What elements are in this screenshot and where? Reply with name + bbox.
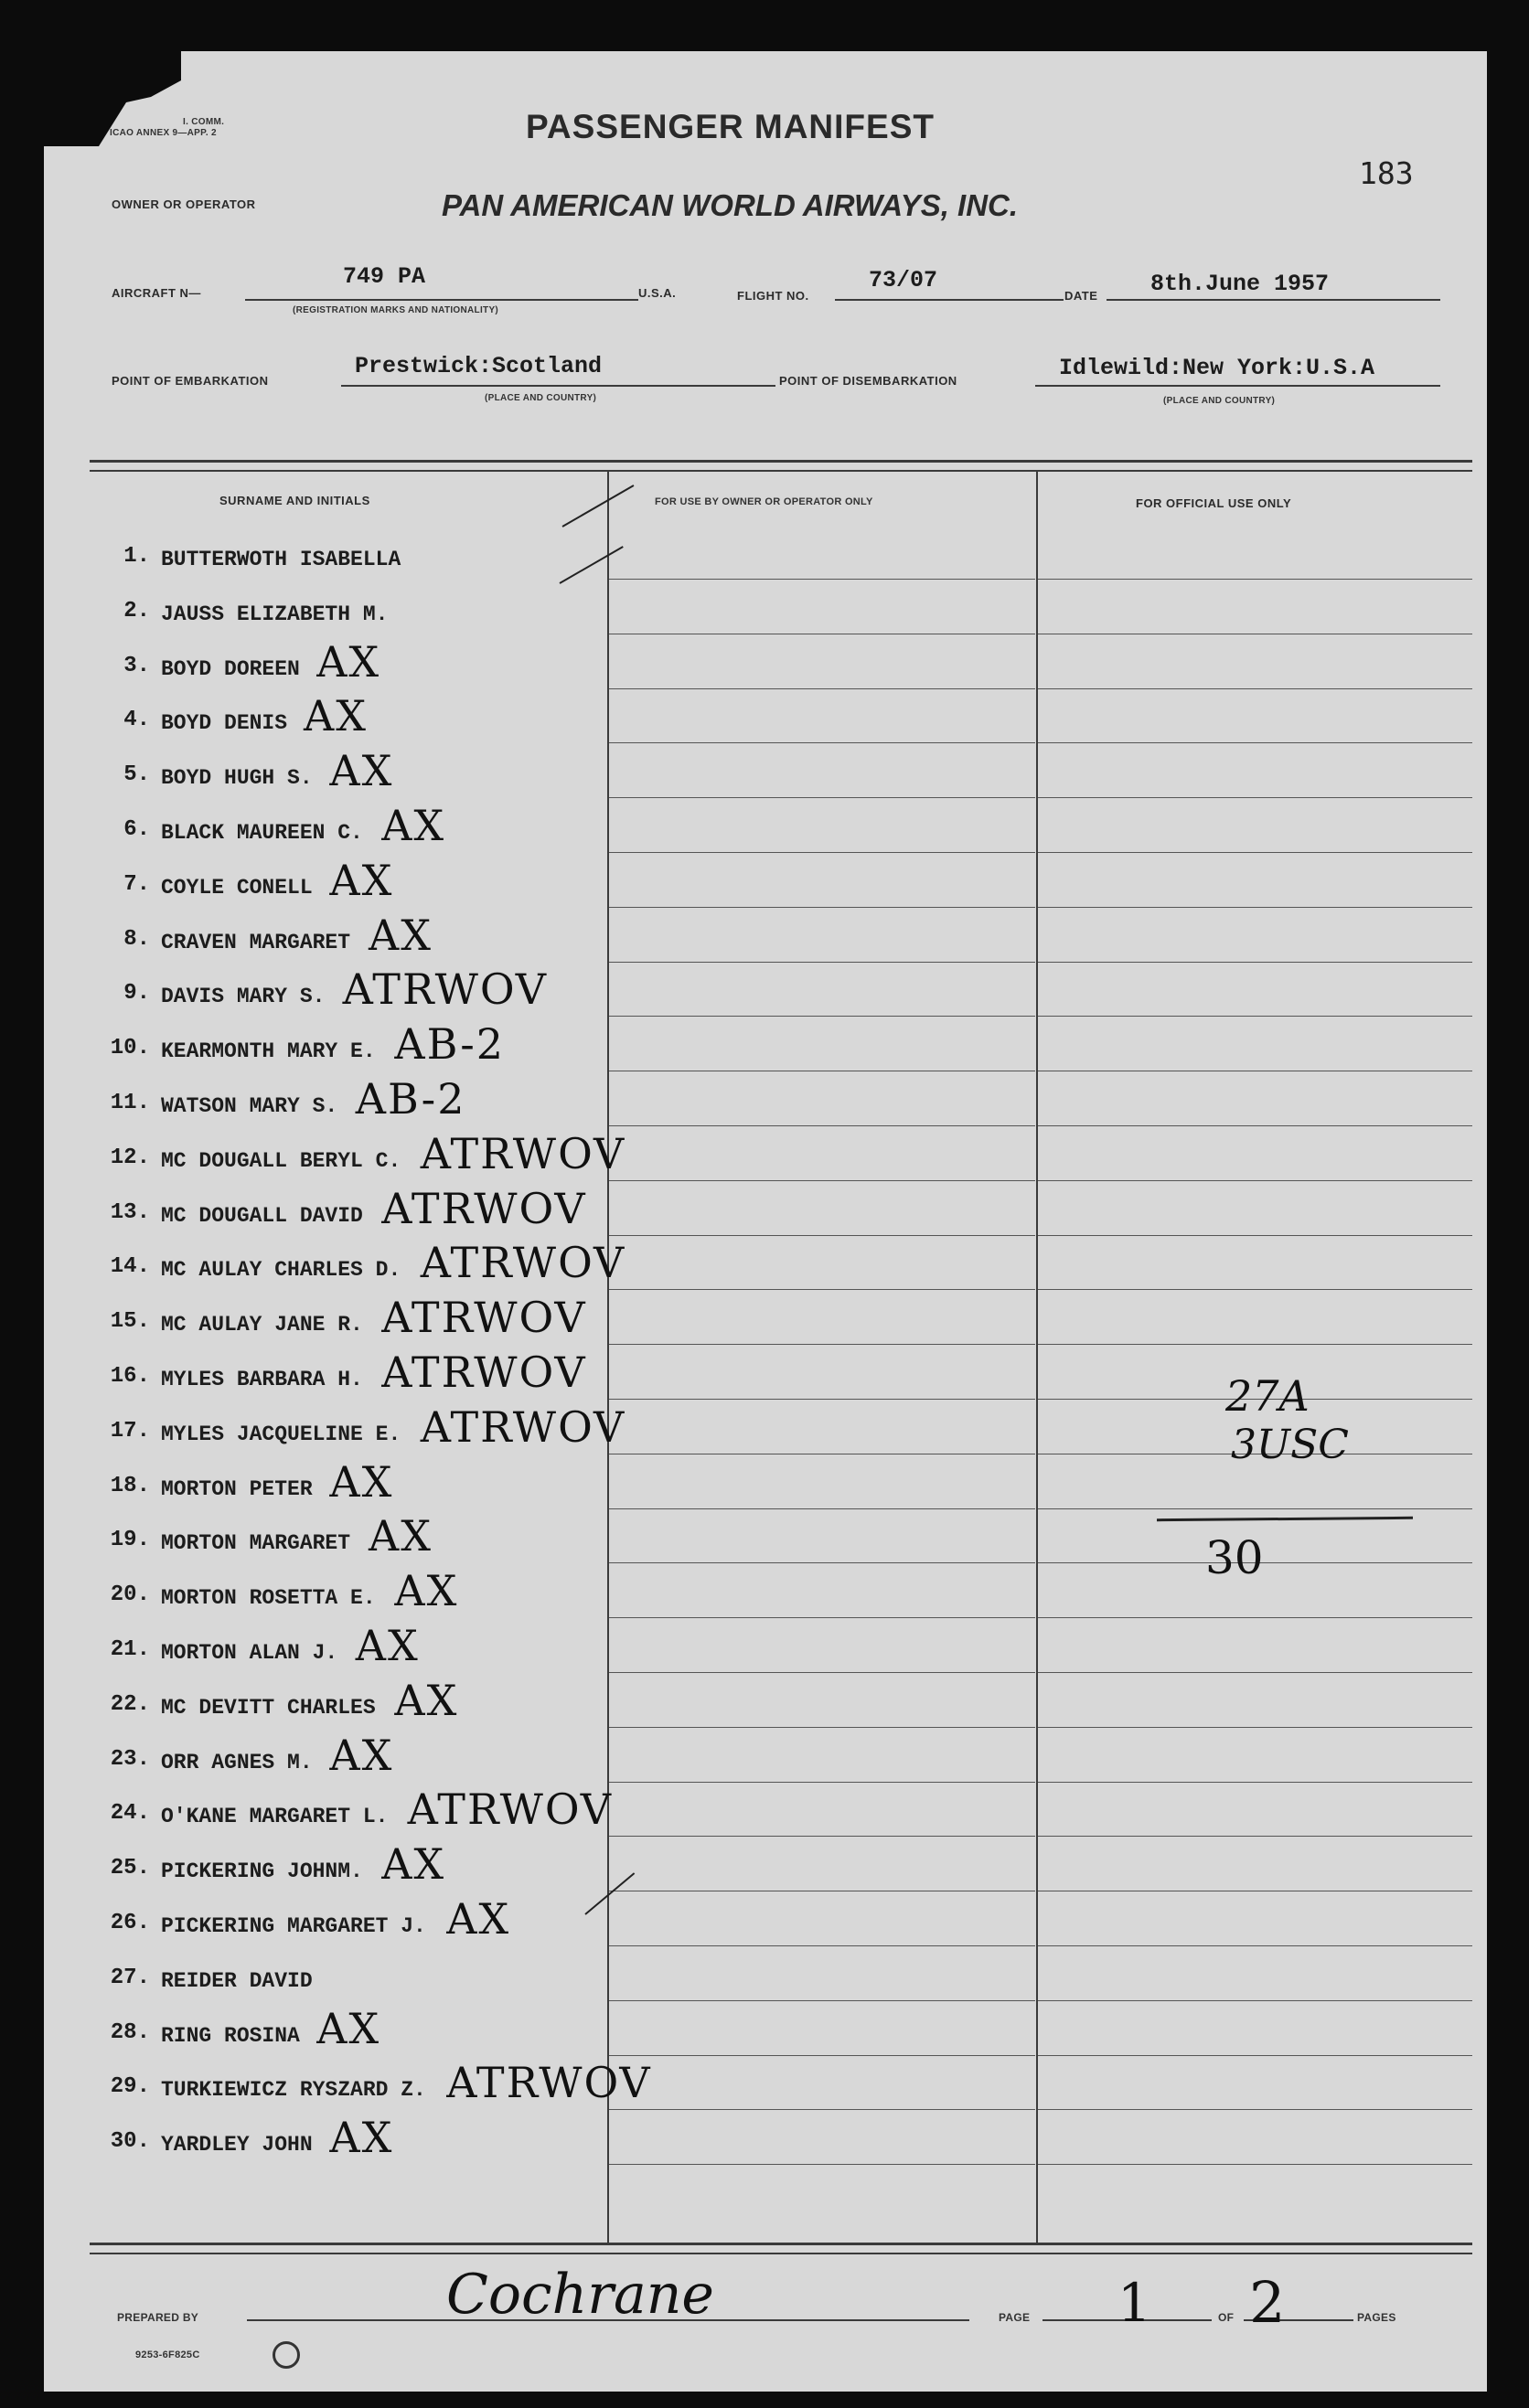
row-rule — [609, 2109, 1035, 2110]
page-label: PAGE — [999, 2311, 1031, 2324]
row-rule — [1038, 742, 1472, 743]
row-rule — [609, 1562, 1035, 1563]
handwritten-code: AB-2 — [355, 1074, 466, 1124]
row-rule — [1038, 1727, 1472, 1728]
passenger-name: CRAVEN MARGARET — [161, 930, 351, 954]
row-number: 2. — [123, 598, 150, 623]
row-rule — [609, 1727, 1035, 1728]
handwritten-code: AX — [381, 801, 446, 850]
handwritten-code: AX — [329, 1730, 394, 1780]
passenger-name: TURKIEWICZ RYSZARD Z. — [161, 2078, 426, 2103]
row-rule — [609, 1836, 1035, 1837]
row-number: 25. — [110, 1856, 150, 1881]
row-number: 30. — [110, 2129, 150, 2155]
form-number: 9253-6F825C — [135, 2349, 200, 2360]
handwritten-code: ATRWOV — [420, 1238, 626, 1288]
passenger-name: MORTON PETER — [161, 1476, 313, 1501]
handwritten-code: AX — [446, 1894, 511, 1944]
passenger-name: BUTTERWOTH ISABELLA — [161, 548, 401, 571]
passenger-name: BOYD HUGH S. — [161, 766, 313, 791]
prepared-label: PREPARED BY — [117, 2311, 199, 2324]
handwritten-code: ATRWOV — [446, 2058, 652, 2108]
row-rule — [1038, 1508, 1472, 1509]
of-label: OF — [1218, 2311, 1235, 2324]
passenger-name: MC AULAY JANE R. — [161, 1313, 363, 1337]
passenger-name: BOYD DENIS — [161, 711, 288, 736]
row-number: 1. — [123, 544, 150, 569]
handwritten-code: AX — [329, 1456, 394, 1507]
passenger-name: DAVIS MARY S. — [161, 985, 326, 1009]
row-number: 18. — [110, 1473, 150, 1498]
handwritten-code: AX — [394, 1675, 459, 1725]
row-number: 8. — [123, 926, 150, 952]
row-rule — [609, 962, 1035, 963]
row-rule — [609, 2055, 1035, 2056]
row-number: 23. — [110, 1746, 150, 1772]
handwritten-code: AX — [329, 2113, 394, 2163]
row-rule — [609, 1399, 1035, 1400]
row-number: 9. — [123, 981, 150, 1007]
handwritten-code: AX — [329, 746, 394, 796]
handwritten-code: ATRWOV — [381, 1183, 587, 1233]
aircraft-caption: (REGISTRATION MARKS AND NATIONALITY) — [293, 305, 499, 315]
handwritten-code: ATRWOV — [342, 964, 549, 1015]
row-rule — [609, 797, 1035, 798]
handwritten-code: AX — [394, 1566, 459, 1616]
row-number: 27. — [110, 1965, 150, 1990]
table-bottom-rule — [90, 2243, 1472, 2245]
row-rule — [609, 742, 1035, 743]
row-number: 15. — [110, 1309, 150, 1335]
row-rule — [1038, 1235, 1472, 1236]
row-rule — [1038, 1782, 1472, 1783]
handwritten-code: AX — [329, 855, 394, 905]
row-rule — [609, 2000, 1035, 2001]
row-rule — [609, 1782, 1035, 1783]
row-number: 14. — [110, 1254, 150, 1280]
row-rule — [1038, 1945, 1472, 1946]
row-rule — [1038, 2109, 1472, 2110]
passenger-name: COYLE CONELL — [161, 875, 313, 900]
embark-value: Prestwick:Scotland — [355, 353, 603, 379]
passenger-name: MC DOUGALL BERYL C. — [161, 1148, 401, 1173]
passenger-name: MC DOUGALL DAVID — [161, 1203, 363, 1228]
row-rule — [1038, 852, 1472, 853]
handwritten-code: AX — [316, 636, 381, 687]
passenger-name: MYLES JACQUELINE E. — [161, 1422, 401, 1446]
of-value: 2 — [1249, 2269, 1286, 2336]
row-rule — [1038, 1180, 1472, 1181]
row-number: 12. — [110, 1145, 150, 1170]
row-rule — [1038, 1672, 1472, 1673]
row-rule — [609, 1235, 1035, 1236]
row-rule — [609, 1672, 1035, 1673]
row-rule — [1038, 1125, 1472, 1126]
row-rule — [1038, 1344, 1472, 1345]
row-number: 19. — [110, 1528, 150, 1553]
embark-label: POINT OF EMBARKATION — [112, 374, 269, 388]
passenger-name: PICKERING JOHNM. — [161, 1859, 363, 1884]
handwritten-code: ATRWOV — [420, 1401, 626, 1452]
union-label-seal — [273, 2341, 300, 2369]
row-number: 5. — [123, 762, 150, 788]
row-rule — [1038, 1016, 1472, 1017]
row-number: 10. — [110, 1036, 150, 1061]
row-number: 3. — [123, 653, 150, 678]
passenger-name: BLACK MAUREEN C. — [161, 821, 363, 845]
form-code: I. COMM. ICAO ANNEX 9—APP. 2 — [110, 117, 225, 138]
row-number: 7. — [123, 871, 150, 897]
passenger-name: JAUSS ELIZABETH M. — [161, 602, 389, 626]
disembark-caption: (PLACE AND COUNTRY) — [1163, 396, 1276, 406]
date-value: 8th.June 1957 — [1150, 271, 1330, 297]
page-title: PASSENGER MANIFEST — [526, 108, 935, 145]
handwritten-code: ATRWOV — [407, 1785, 614, 1835]
row-number: 13. — [110, 1199, 150, 1225]
row-number: 22. — [110, 1691, 150, 1717]
row-number: 24. — [110, 1801, 150, 1827]
passenger-name: REIDER DAVID — [161, 1968, 313, 1993]
aircraft-value: 749 PA — [343, 263, 426, 290]
col-header-operator: FOR USE BY OWNER OR OPERATOR ONLY — [655, 496, 873, 507]
row-number: 28. — [110, 2019, 150, 2045]
row-rule — [1038, 962, 1472, 963]
passenger-name: MYLES BARBARA H. — [161, 1368, 363, 1391]
col-header-surname: SURNAME AND INITIALS — [219, 494, 370, 507]
row-rule — [609, 1344, 1035, 1345]
passenger-name: ORR AGNES M. — [161, 1750, 313, 1774]
date-label: DATE — [1064, 289, 1098, 303]
handwritten-code: ATRWOV — [420, 1128, 626, 1178]
row-rule — [609, 688, 1035, 689]
passenger-name: O'KANE MARGARET L. — [161, 1805, 389, 1829]
page-value: 1 — [1117, 2272, 1151, 2334]
table-top-rule — [90, 460, 1472, 463]
row-rule — [1038, 2164, 1472, 2165]
disembark-label: POINT OF DISEMBARKATION — [779, 374, 957, 388]
row-rule — [1038, 2000, 1472, 2001]
row-rule — [1038, 688, 1472, 689]
row-rule — [1038, 1836, 1472, 1837]
passenger-name: MORTON ROSETTA E. — [161, 1586, 376, 1611]
flight-label: FLIGHT NO. — [737, 289, 809, 303]
owner-label: OWNER OR OPERATOR — [112, 197, 256, 211]
row-rule — [609, 1125, 1035, 1126]
column-divider-1 — [607, 470, 609, 2243]
disembark-value: Idlewild:New York:U.S.A — [1059, 355, 1375, 381]
handwritten-code: AB-2 — [394, 1019, 506, 1070]
aircraft-label: AIRCRAFT N— — [112, 286, 201, 300]
handwritten-code: AX — [369, 1511, 433, 1561]
row-rule — [609, 1016, 1035, 1017]
handwritten-code: AX — [304, 691, 368, 741]
passenger-name: MORTON MARGARET — [161, 1531, 351, 1556]
page-number: 183 — [1359, 155, 1414, 191]
passenger-name: MC AULAY CHARLES D. — [161, 1258, 401, 1283]
pages-label: PAGES — [1357, 2311, 1396, 2324]
row-number: 29. — [110, 2074, 150, 2100]
row-number: 6. — [123, 817, 150, 842]
row-number: 20. — [110, 1582, 150, 1608]
official-note-2: 3USC — [1231, 1422, 1349, 1468]
row-rule — [609, 579, 1035, 580]
row-rule — [1038, 2055, 1472, 2056]
passenger-name: YARDLEY JOHN — [161, 2133, 313, 2158]
handwritten-code: AX — [369, 910, 433, 960]
row-rule — [1038, 797, 1472, 798]
row-number: 16. — [110, 1364, 150, 1389]
row-rule — [609, 1180, 1035, 1181]
official-total: 30 — [1205, 1531, 1264, 1584]
handwritten-code: ATRWOV — [381, 1293, 587, 1343]
row-rule — [1038, 579, 1472, 580]
passenger-name: RING ROSINA — [161, 2023, 300, 2048]
embark-caption: (PLACE AND COUNTRY) — [485, 393, 597, 403]
row-number: 17. — [110, 1418, 150, 1444]
passenger-name: WATSON MARY S. — [161, 1094, 338, 1118]
passenger-name: PICKERING MARGARET J. — [161, 1914, 426, 1938]
passenger-name: MC DEVITT CHARLES — [161, 1695, 376, 1720]
row-rule — [609, 1945, 1035, 1946]
row-rule — [609, 907, 1035, 908]
row-rule — [609, 2164, 1035, 2165]
row-rule — [609, 1617, 1035, 1618]
flight-value: 73/07 — [869, 267, 938, 293]
row-rule — [609, 852, 1035, 853]
passenger-name: MORTON ALAN J. — [161, 1641, 338, 1665]
row-rule — [1038, 1289, 1472, 1290]
row-number: 26. — [110, 1911, 150, 1935]
handwritten-code: AX — [316, 2003, 381, 2053]
column-divider-2 — [1036, 470, 1038, 2243]
passenger-name: BOYD DOREEN — [161, 656, 300, 681]
handwritten-code: AX — [355, 1621, 420, 1670]
col-header-official: FOR OFFICIAL USE ONLY — [1136, 496, 1292, 510]
official-note-1: 27A — [1225, 1371, 1310, 1421]
owner-value: PAN AMERICAN WORLD AIRWAYS, INC. — [442, 188, 1019, 222]
handwritten-code: ATRWOV — [381, 1348, 587, 1397]
row-number: 4. — [123, 708, 150, 733]
handwritten-code: AX — [381, 1839, 446, 1890]
passenger-name: KEARMONTH MARY E. — [161, 1039, 376, 1064]
country-label: U.S.A. — [638, 286, 677, 300]
prepared-signature: Cochrane — [446, 2263, 714, 2327]
row-rule — [609, 1289, 1035, 1290]
row-rule — [609, 1508, 1035, 1509]
row-number: 21. — [110, 1637, 150, 1662]
row-rule — [1038, 907, 1472, 908]
row-rule — [1038, 1617, 1472, 1618]
row-number: 11. — [110, 1091, 150, 1115]
